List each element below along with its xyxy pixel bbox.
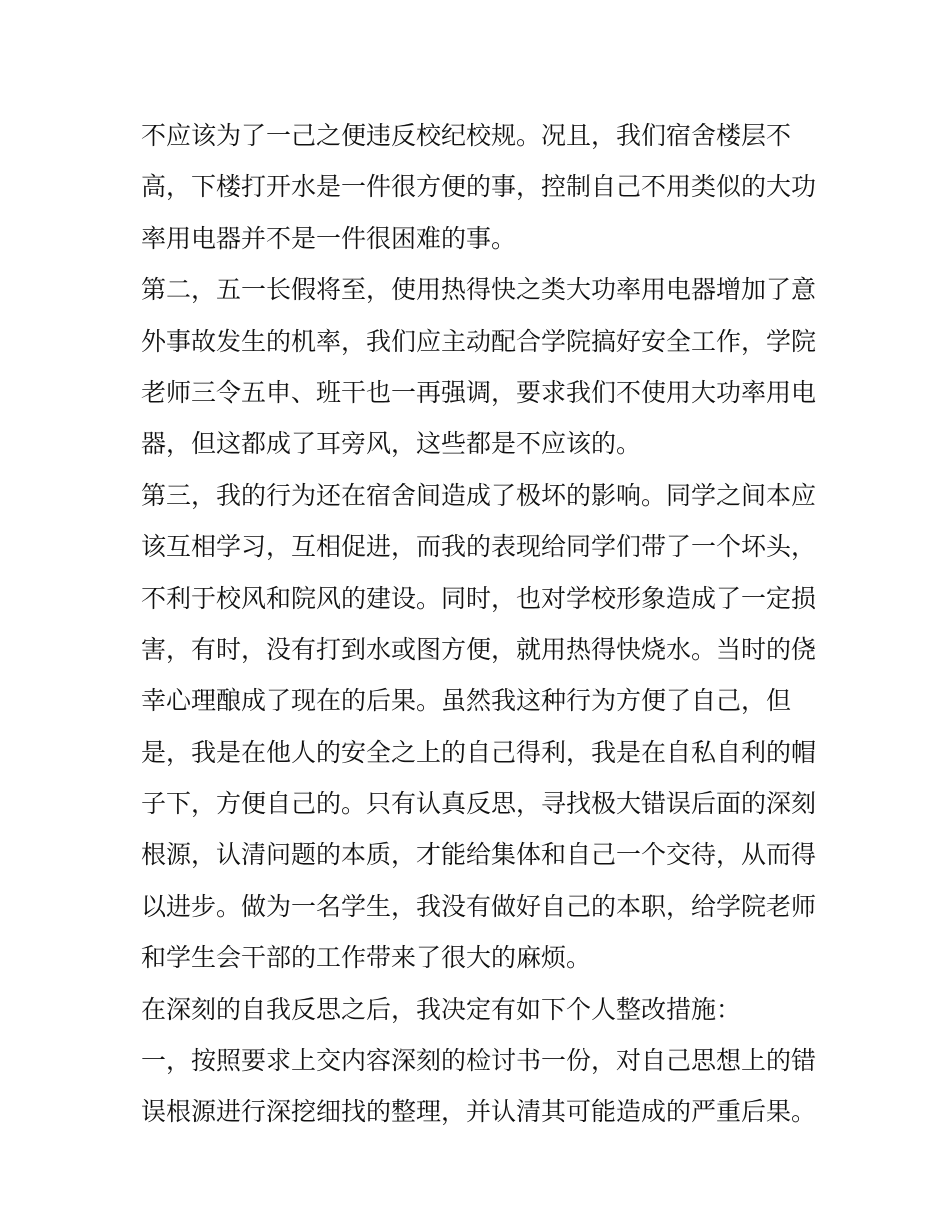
text-line: 一，按照要求上交内容深刻的检讨书一份，对自己思想上的错 — [141, 1046, 817, 1076]
text-line: 幸心理酿成了现在的后果。虽然我这种行为方便了自己，但 — [141, 686, 792, 716]
text-line: 不应该为了一己之便违反校纪校规。况且，我们宿舍楼层不 — [141, 121, 792, 150]
text-line: 老师三令五申、班干也一再强调，要求我们不使用大功率用电 — [141, 377, 817, 407]
text-line: 害，有时，没有打到水或图方便，就用热得快烧水。当时的侥 — [141, 634, 817, 664]
document-body — [141, 110, 821, 1138]
text-line: 高，下楼打开水是一件很方便的事，控制自己不用类似的大功 — [141, 172, 817, 202]
text-line: 子下，方便自己的。只有认真反思，寻找极大错误后面的深刻 — [141, 789, 817, 819]
text-line: 该互相学习，互相促进，而我的表现给同学们带了一个坏头， — [141, 532, 817, 562]
text-line: 第二，五一长假将至，使用热得快之类大功率用电器增加了意 — [141, 275, 817, 305]
text-line: 根源，认清问题的本质，才能给集体和自己一个交待，从而得 — [141, 840, 817, 870]
text-line: 外事故发生的机率，我们应主动配合学院搞好安全工作，学院 — [141, 326, 817, 356]
text-line: 不利于校风和院风的建设。同时，也对学校形象造成了一定损 — [141, 583, 817, 613]
text-line: 和学生会干部的工作带来了很大的麻烦。 — [141, 943, 592, 973]
text-line: 是，我是在他人的安全之上的自己得利，我是在自私自利的帽 — [141, 737, 817, 767]
text-line: 率用电器并不是一件很困难的事。 — [141, 223, 517, 253]
text-line: 以进步。做为一名学生，我没有做好自己的本职，给学院老师 — [141, 891, 817, 921]
text-line: 第三，我的行为还在宿舍间造成了极坏的影响。同学之间本应 — [141, 480, 817, 510]
text-line: 误根源进行深挖细找的整理，并认清其可能造成的严重后果。 — [141, 1097, 817, 1127]
text-line: 在深刻的自我反思之后，我决定有如下个人整改措施： — [141, 994, 742, 1024]
text-line: 器，但这都成了耳旁风，这些都是不应该的。 — [141, 429, 642, 459]
